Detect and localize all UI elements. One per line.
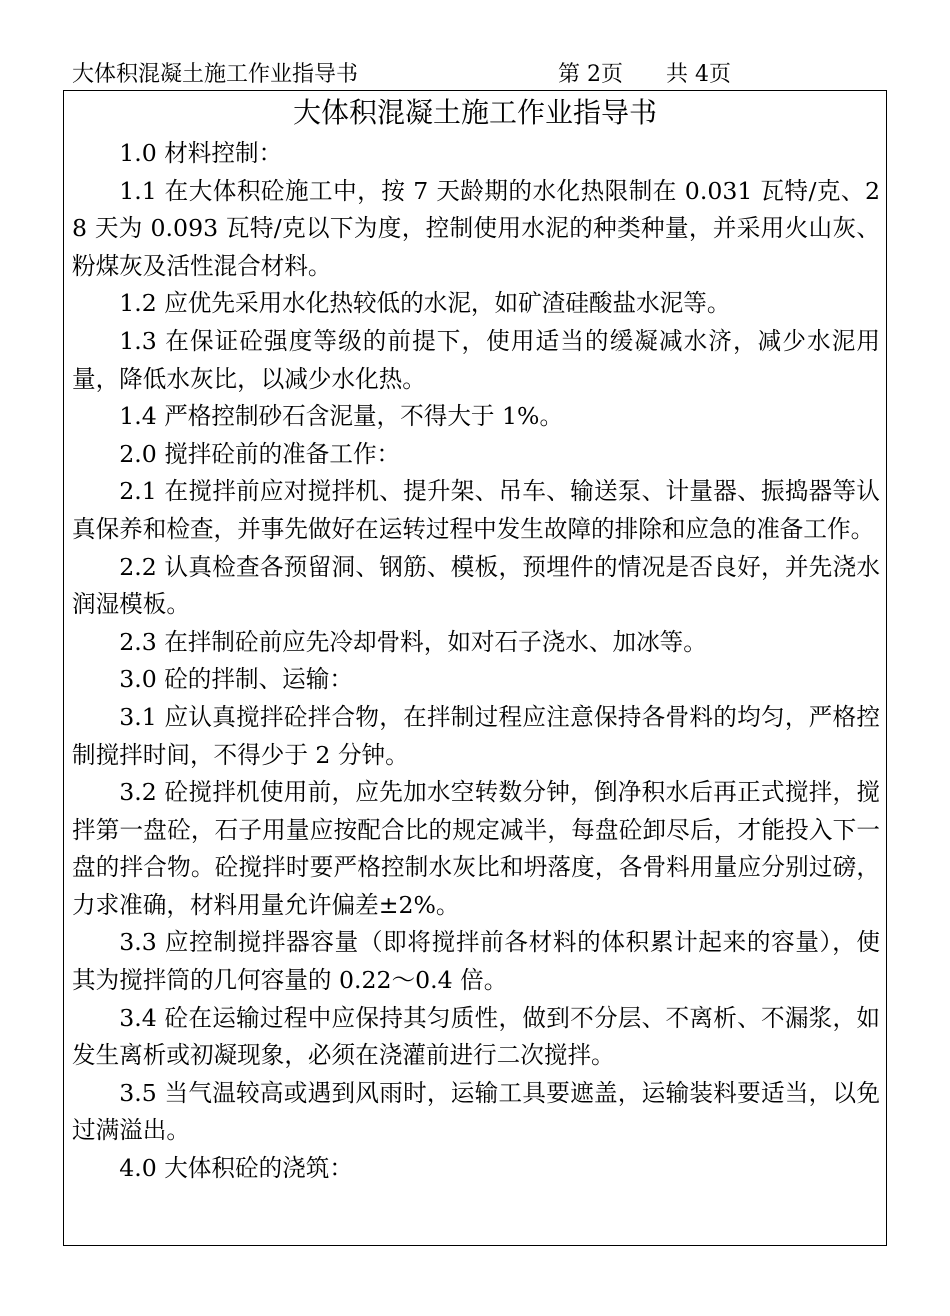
- paragraph-2-1: 2.1 在搅拌前应对搅拌机、提升架、吊车、输送泵、计量器、振捣器等认真保养和检查，并事先做好在运转过程中发生故障的排除和应急的准备工作。: [72, 477, 880, 543]
- paragraph-1-2: 1.2 应优先采用水化热较低的水泥，如矿渣硅酸盐水泥等。: [119, 289, 731, 318]
- paragraph-2-2: 2.2 认真检查各预留洞、钢筋、模板，预埋件的情况是否良好，并先浇水润湿模板。: [72, 552, 880, 619]
- document-frame: [63, 90, 887, 1246]
- paragraph-1-3: 1.3 在保证砼强度等级的前提下，使用适当的缓凝减水济，减少水泥用量，降低水灰比，以减少水化热。: [72, 326, 880, 393]
- paragraph-3-3: 3.3 应控制搅拌器容量（即将搅拌前各材料的体积累计起来的容量），使其为搅拌筒的几何容量的 0.22～0.4 倍。: [72, 928, 880, 995]
- section-heading-mixing-transport: 3.0 砼的拌制、运输：: [119, 665, 353, 694]
- header-page-number: 第 2页: [558, 62, 623, 87]
- paragraph-3-2: 3.2 砼搅拌机使用前，应先加水空转数分钟，倒净积水后再正式搅拌，搅拌第一盘砼，石子用量应按配合比的规定减半，每盘砼卸尽后，才能投入下一盘的拌合物。砼搅拌时要严格控制水灰比和坍落度，各骨料用量应分别过磅，力求准确，材料用量允许偏差±2%。: [72, 778, 880, 919]
- header-title: 大体积混凝土施工作业指导书: [72, 62, 359, 87]
- header-total-pages: 共 4页: [666, 62, 731, 87]
- page-header: [72, 60, 892, 90]
- section-heading-mixing-preparation: 2.0 搅拌砼前的准备工作：: [119, 439, 401, 468]
- paragraph-3-1: 3.1 应认真搅拌砼拌合物，在拌制过程应注意保持各骨料的均匀，严格控制搅拌时间，不得少于 2 分钟。: [72, 702, 880, 769]
- section-heading-pouring: 4.0 大体积砼的浇筑：: [119, 1154, 353, 1183]
- paragraph-3-4: 3.4 砼在运输过程中应保持其匀质性，做到不分层、不离析、不漏浆，如发生离析或初凝现象，必须在浇灌前进行二次搅拌。: [72, 1003, 880, 1070]
- document-body: [72, 135, 880, 1188]
- document-title: 大体积混凝土施工作业指导书: [292, 96, 657, 129]
- paragraph-1-1: 1.1 在大体积砼施工中，按 7 天龄期的水化热限制在 0.031 瓦特/克、28 天为 0.093 瓦特/克以下为度，控制使用水泥的种类种量，并采用火山灰、粉煤灰及活性混合材料。: [72, 176, 880, 280]
- paragraph-3-5: 3.5 当气温较高或遇到风雨时，运输工具要遮盖，运输装料要适当，以免过满溢出。: [72, 1078, 880, 1145]
- paragraph-1-4: 1.4 严格控制砂石含泥量，不得大于 1%。: [119, 402, 564, 431]
- section-heading-material-control: 1.0 材料控制：: [119, 139, 283, 167]
- paragraph-2-3: 2.3 在拌制砼前应先冷却骨料，如对石子浇水、加冰等。: [119, 627, 707, 656]
